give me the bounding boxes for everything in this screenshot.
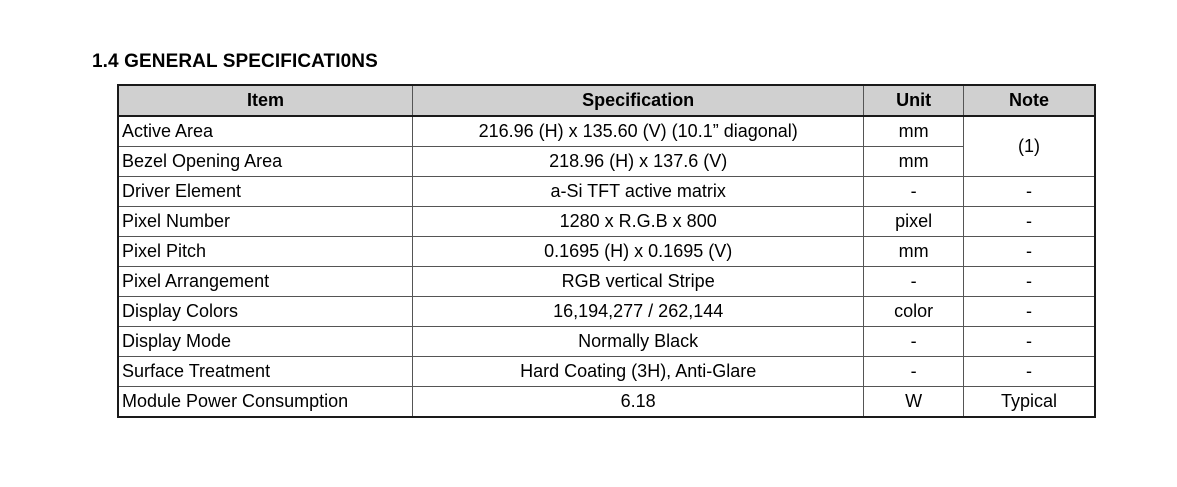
note-cell: - [963, 327, 1095, 357]
note-cell: - [963, 237, 1095, 267]
spec-cell: 218.96 (H) x 137.6 (V) [413, 147, 864, 177]
unit-cell: mm [864, 116, 964, 147]
note-cell: - [963, 357, 1095, 387]
item-cell: Surface Treatment [118, 357, 413, 387]
item-cell: Bezel Opening Area [118, 147, 413, 177]
unit-cell: W [864, 387, 964, 418]
note-cell: - [963, 207, 1095, 237]
unit-cell: mm [864, 237, 964, 267]
note-cell: Typical [963, 387, 1095, 418]
table-row [118, 387, 1095, 418]
note-cell: (1) [963, 116, 1095, 177]
item-cell: Driver Element [118, 177, 413, 207]
section-title: 1.4 GENERAL SPECIFICATI0NS [92, 51, 378, 72]
item-cell: Active Area [118, 116, 413, 147]
note-cell: - [963, 297, 1095, 327]
spec-cell: Normally Black [413, 327, 864, 357]
header-item: Item [118, 85, 413, 116]
table-header-row [118, 85, 1095, 116]
unit-cell: mm [864, 147, 964, 177]
table-row [118, 327, 1095, 357]
table-row [118, 357, 1095, 387]
unit-cell: pixel [864, 207, 964, 237]
table-row [118, 297, 1095, 327]
item-cell: Pixel Number [118, 207, 413, 237]
item-cell: Pixel Pitch [118, 237, 413, 267]
table-row [118, 116, 1095, 147]
spec-cell: RGB vertical Stripe [413, 267, 864, 297]
unit-cell: - [864, 177, 964, 207]
header-unit: Unit [864, 85, 964, 116]
header-note: Note [963, 85, 1095, 116]
table-row [118, 267, 1095, 297]
spec-cell: 6.18 [413, 387, 864, 418]
spec-cell: 216.96 (H) x 135.60 (V) (10.1” diagonal) [413, 116, 864, 147]
item-cell: Module Power Consumption [118, 387, 413, 418]
unit-cell: - [864, 267, 964, 297]
spec-cell: 16,194,277 / 262,144 [413, 297, 864, 327]
item-cell: Display Colors [118, 297, 413, 327]
table-row [118, 237, 1095, 267]
spec-cell: 0.1695 (H) x 0.1695 (V) [413, 237, 864, 267]
spec-cell: Hard Coating (3H), Anti-Glare [413, 357, 864, 387]
unit-cell: color [864, 297, 964, 327]
table-row [118, 177, 1095, 207]
item-cell: Pixel Arrangement [118, 267, 413, 297]
table-row [118, 147, 1095, 177]
unit-cell: - [864, 327, 964, 357]
item-cell: Display Mode [118, 327, 413, 357]
general-specifications-table [117, 84, 1096, 418]
note-cell: - [963, 177, 1095, 207]
table-row [118, 207, 1095, 237]
unit-cell: - [864, 357, 964, 387]
note-cell: - [963, 267, 1095, 297]
header-specification: Specification [413, 85, 864, 116]
spec-cell: 1280 x R.G.B x 800 [413, 207, 864, 237]
spec-cell: a-Si TFT active matrix [413, 177, 864, 207]
